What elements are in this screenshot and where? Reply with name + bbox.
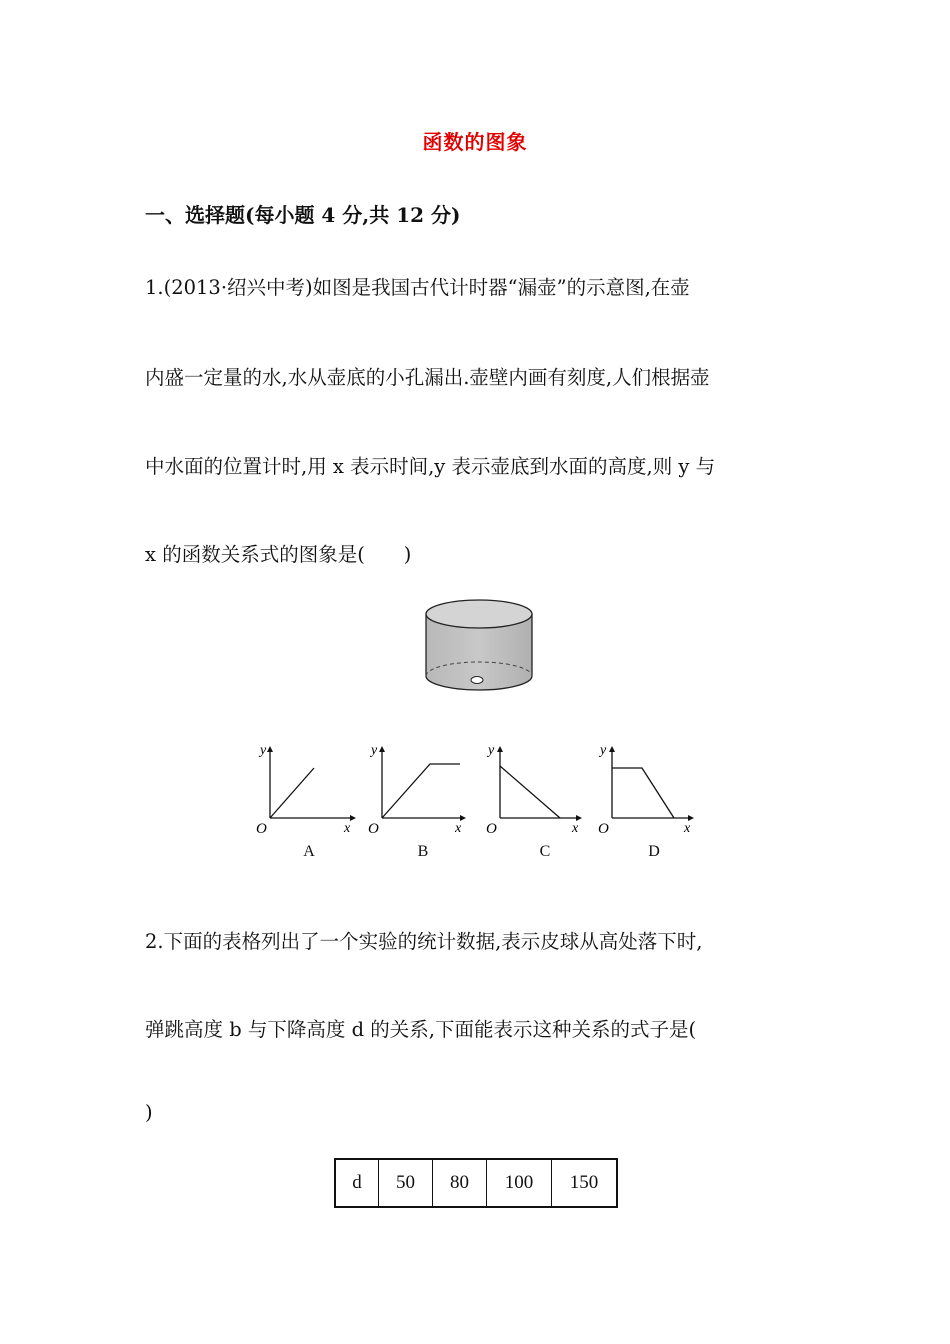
q2-line-2: 弹跳高度 b 与下降高度 d 的关系,下面能表示这种关系的式子是(: [145, 1018, 697, 1041]
graph-c-y-label: y: [488, 743, 495, 758]
graph-d: [588, 738, 698, 838]
table-cell: 50: [379, 1159, 433, 1207]
graph-d-origin: O: [598, 821, 609, 837]
graph-b-caption: B: [417, 843, 429, 860]
graph-c-caption: C: [539, 843, 551, 860]
graph-d-y-label: y: [600, 743, 607, 758]
q2-line-3: ): [145, 1101, 153, 1124]
graph-b-origin: O: [368, 821, 379, 837]
q1-line-4: x 的函数关系式的图象是( ): [145, 543, 412, 566]
graph-a-caption: A: [303, 843, 315, 860]
graph-c: [476, 738, 586, 838]
graph-a-y-label: y: [260, 743, 267, 758]
data-table: [334, 1158, 618, 1208]
graph-a-origin: O: [256, 821, 267, 837]
section-heading: 一、选择题(每小题 4 分,共 12 分): [145, 203, 461, 227]
q1-line-1: 1.(2013·绍兴中考)如图是我国古代计时器“漏壶”的示意图,在壶: [145, 276, 690, 299]
graph-a: [252, 738, 362, 838]
q1-line-2: 内盛一定量的水,水从壶底的小孔漏出.壶壁内画有刻度,人们根据壶: [145, 366, 710, 389]
table-row: [335, 1159, 617, 1207]
graph-d-x-label: x: [684, 821, 691, 836]
q2-line-1: 2.下面的表格列出了一个实验的统计数据,表示皮球从高处落下时,: [145, 930, 703, 953]
graph-b: [362, 738, 472, 838]
graph-d-caption: D: [648, 843, 660, 860]
graph-c-origin: O: [486, 821, 497, 837]
graph-a-x-label: x: [344, 821, 351, 836]
water-clock-figure: [420, 596, 538, 696]
table-cell: 150: [552, 1159, 618, 1207]
graph-b-y-label: y: [371, 743, 378, 758]
page-title: 函数的图象: [422, 130, 528, 154]
q1-line-3: 中水面的位置计时,用 x 表示时间,y 表示壶底到水面的高度,则 y 与: [145, 455, 716, 478]
table-cell: 80: [433, 1159, 487, 1207]
table-cell: 100: [487, 1159, 552, 1207]
graph-b-x-label: x: [455, 821, 462, 836]
graph-c-x-label: x: [572, 821, 579, 836]
table-header-cell: d: [335, 1159, 379, 1207]
